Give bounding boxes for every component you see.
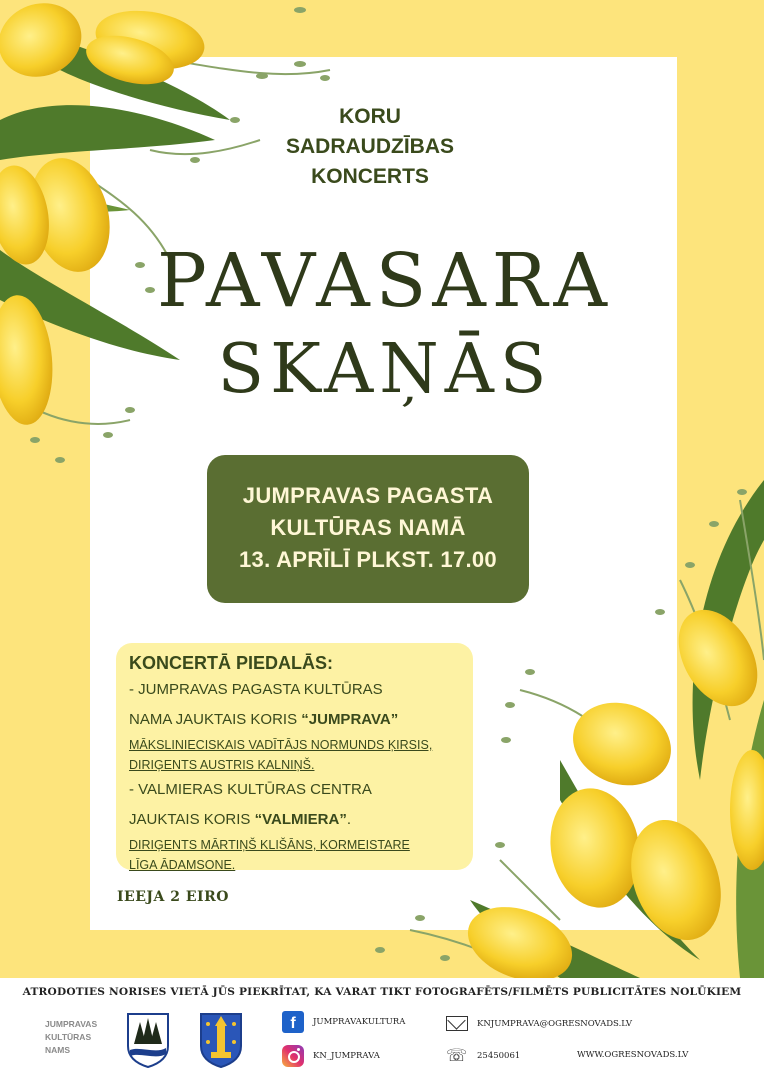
website-link[interactable]: WWW.OGRESNOVADS.LV — [577, 1050, 689, 1060]
instagram-handle[interactable]: KN_JUMPRAVA — [313, 1051, 380, 1061]
org-name — [45, 1018, 97, 1057]
entry-fee: IEEJA 2 EIRO — [117, 889, 229, 905]
choir2-staff-1: DIRIĢENTS MĀRTIŅŠ KLIŠĀNS, KORMEISTARE — [129, 838, 410, 852]
choir2-staff-2: LĪGA ĀDAMSONE. — [129, 858, 236, 872]
phone-number[interactable]: 25450061 — [477, 1051, 521, 1061]
org-name-line-3: NAMS — [45, 1045, 71, 1055]
choir2-line-2 — [129, 805, 473, 835]
choir2-suffix: . — [346, 811, 351, 828]
choir2-line-1: - VALMIERAS KULTŪRAS CENTRA — [129, 781, 372, 798]
website-contact[interactable] — [577, 1050, 688, 1060]
facebook-contact[interactable] — [282, 1011, 405, 1033]
photo-notice: ATRODOTIES NORISES VIETĀ JŪS PIEKRĪTAT, KA VARAT TIKT FOTOGRAFĒTS/FILMĒTS PUBLICITĀTES NOLŪKIEM — [22, 986, 742, 998]
org-name-line-2: KULTŪRAS — [45, 1032, 92, 1042]
choir1-prefix: NAMA JAUKTAIS KORIS — [129, 711, 302, 728]
choir1-staff-2: DIRIĢENTS AUSTRIS KALNIŅŠ. — [129, 758, 315, 772]
venue-date-time: 13. APRĪLĪ PLKST. 17.00 — [239, 547, 497, 572]
choir1-line-1: - JUMPRAVAS PAGASTA KULTŪRAS — [129, 681, 383, 698]
email-address[interactable]: KNJUMPRAVA@OGRESNOVADS.LV — [477, 1018, 633, 1029]
org-name-line-1: JUMPRAVAS — [45, 1019, 98, 1029]
subtitle-line-2: SADRAUDZĪBAS — [286, 135, 454, 158]
poster-title-line-2: SKAŅĀS — [217, 330, 553, 409]
poster-title-line-1: PAVASARA — [157, 238, 613, 324]
choir1-line-2 — [129, 705, 473, 735]
facebook-icon: f — [282, 1011, 304, 1033]
choir2-name: “VALMIERA” — [254, 811, 347, 828]
choir1-staff-1: MĀKSLINIECISKAIS VADĪTĀJS NORMUNDS ĶIRSIS, — [129, 738, 433, 752]
participants-box — [116, 643, 473, 870]
coat-of-arms-icon — [126, 1012, 170, 1068]
concert-subtitle — [200, 102, 540, 192]
venue-line-2: KULTŪRAS NAMĀ — [270, 515, 466, 540]
coat-of-arms-icon — [199, 1012, 243, 1068]
participants-heading: KONCERTĀ PIEDALĀS: — [129, 653, 334, 673]
venue-box — [207, 455, 529, 603]
venue-line-1: JUMPRAVAS PAGASTA — [242, 483, 494, 508]
choir2-prefix: JAUKTAIS KORIS — [129, 811, 255, 828]
phone-icon: ☏ — [446, 1046, 468, 1066]
instagram-contact[interactable] — [282, 1045, 380, 1067]
choir1-name: “JUMPRAVA” — [301, 711, 399, 728]
mail-icon — [446, 1016, 468, 1031]
facebook-handle[interactable]: JUMPRAVAKULTURA — [313, 1017, 406, 1027]
instagram-icon — [282, 1045, 304, 1067]
subtitle-line-1: KORU — [339, 105, 401, 128]
phone-contact[interactable] — [446, 1047, 520, 1065]
email-contact[interactable] — [446, 1016, 632, 1031]
subtitle-line-3: KONCERTS — [311, 165, 429, 188]
